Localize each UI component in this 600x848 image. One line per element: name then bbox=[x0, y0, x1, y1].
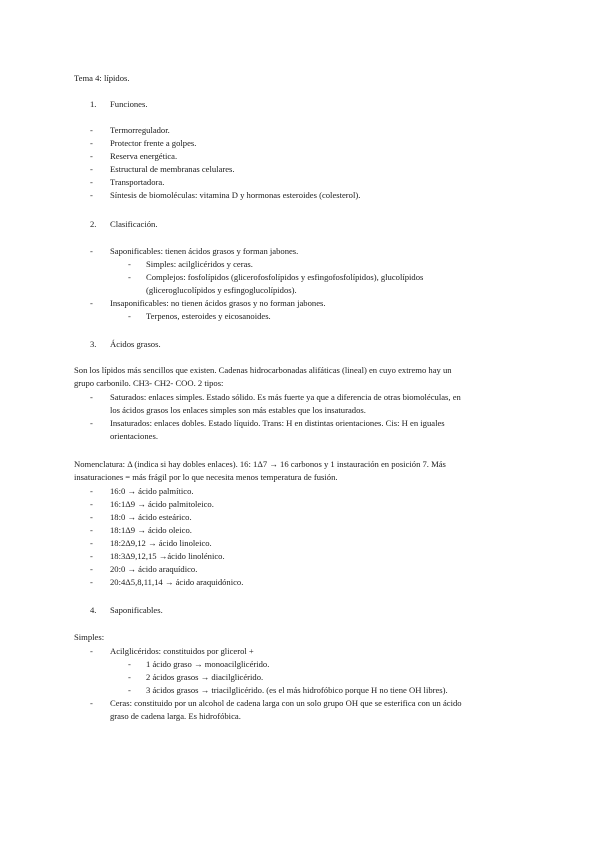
section-1-heading: Funciones. bbox=[110, 99, 148, 109]
bullet-dash: - bbox=[90, 298, 93, 308]
section-2-number: 2. bbox=[90, 219, 97, 229]
sub-list-item: Complejos: fosfolípidos (glicerofosfolípidos y esfingofosfolípidos), glucolípidos bbox=[146, 272, 424, 282]
bullet-dash: - bbox=[90, 698, 93, 708]
section-1-number: 1. bbox=[90, 99, 97, 109]
sub-list-item-continuation: (gliceroglucolípidos y esfingoglucolípidos). bbox=[146, 285, 297, 295]
sub-bullet-dash: - bbox=[128, 659, 131, 669]
list-item: Transportadora. bbox=[110, 177, 165, 187]
bullet-dash: - bbox=[90, 164, 93, 174]
paragraph-line: grupo carbonilo. CH3- CH2- COO. 2 tipos: bbox=[74, 378, 224, 388]
bullet-dash: - bbox=[90, 551, 93, 561]
list-item: Insaponificables: no tienen ácidos grasos y no forman jabones. bbox=[110, 298, 326, 308]
bullet-dash: - bbox=[90, 418, 93, 428]
document-title: Tema 4: lípidos. bbox=[74, 73, 130, 83]
list-item: Síntesis de biomoléculas: vitamina D y hormonas esteroides (colesterol). bbox=[110, 190, 361, 200]
subheading: Simples: bbox=[74, 632, 105, 642]
bullet-dash: - bbox=[90, 177, 93, 187]
bullet-dash: - bbox=[90, 564, 93, 574]
sub-bullet-dash: - bbox=[128, 311, 131, 321]
list-item-continuation: orientaciones. bbox=[110, 431, 158, 441]
list-item: 18:2Δ9,12 → ácido linoleico. bbox=[110, 538, 212, 548]
sub-bullet-dash: - bbox=[128, 685, 131, 695]
bullet-dash: - bbox=[90, 525, 93, 535]
sub-list-item: 1 ácido graso → monoacilglicérido. bbox=[146, 659, 270, 669]
bullet-dash: - bbox=[90, 246, 93, 256]
list-item: Saturados: enlaces simples. Estado sólido. Es más fuerte ya que a diferencia de otras biomoléculas, en bbox=[110, 392, 461, 402]
paragraph-line: insaturaciones = más frágil por lo que necesita menos temperatura de fusión. bbox=[74, 472, 338, 482]
list-item: Estructural de membranas celulares. bbox=[110, 164, 235, 174]
list-item: Ceras: constituido por un alcohol de cadena larga con un solo grupo OH que se esterifica con un ácido bbox=[110, 698, 462, 708]
sub-bullet-dash: - bbox=[128, 259, 131, 269]
list-item: 16:1Δ9 → ácido palmitoleico. bbox=[110, 499, 214, 509]
list-item: 18:1Δ9 → ácido oleico. bbox=[110, 525, 192, 535]
list-item: Acilglicéridos: constituidos por glicerol + bbox=[110, 646, 254, 656]
section-3-heading: Ácidos grasos. bbox=[110, 339, 161, 349]
bullet-dash: - bbox=[90, 392, 93, 402]
bullet-dash: - bbox=[90, 499, 93, 509]
list-item: Termorregulador. bbox=[110, 125, 170, 135]
bullet-dash: - bbox=[90, 151, 93, 161]
list-item: Protector frente a golpes. bbox=[110, 138, 197, 148]
list-item: Reserva energética. bbox=[110, 151, 178, 161]
list-item-continuation: los ácidos grasos los enlaces simples son más estables que los insaturados. bbox=[110, 405, 366, 415]
paragraph-line: Nomenclatura: Δ (indica si hay dobles enlaces). 16: 1Δ7 → 16 carbonos y 1 instauración en posición 7. Más bbox=[74, 459, 446, 469]
sub-list-item: Terpenos, esteroides y eicosanoides. bbox=[146, 311, 271, 321]
sub-bullet-dash: - bbox=[128, 672, 131, 682]
list-item: 20:4Δ5,8,11,14 → ácido araquidónico. bbox=[110, 577, 244, 587]
sub-list-item: 2 ácidos grasos → diacilglicérido. bbox=[146, 672, 264, 682]
sub-list-item: Simples: acilglicéridos y ceras. bbox=[146, 259, 253, 269]
bullet-dash: - bbox=[90, 138, 93, 148]
bullet-dash: - bbox=[90, 577, 93, 587]
section-4-number: 4. bbox=[90, 605, 97, 615]
list-item-continuation: graso de cadena larga. Es hidrofóbica. bbox=[110, 711, 241, 721]
section-2-heading: Clasificación. bbox=[110, 219, 158, 229]
bullet-dash: - bbox=[90, 190, 93, 200]
list-item: Saponificables: tienen ácidos grasos y forman jabones. bbox=[110, 246, 299, 256]
sub-list-item: 3 ácidos grasos → triacilglicérido. (es el más hidrofóbico porque H no tiene OH libres). bbox=[146, 685, 448, 695]
list-item: 20:0 → ácido araquídico. bbox=[110, 564, 198, 574]
bullet-dash: - bbox=[90, 486, 93, 496]
section-3-number: 3. bbox=[90, 339, 97, 349]
bullet-dash: - bbox=[90, 538, 93, 548]
list-item: 16:0 → ácido palmítico. bbox=[110, 486, 194, 496]
bullet-dash: - bbox=[90, 125, 93, 135]
list-item: Insaturados: enlaces dobles. Estado líquido. Trans: H en distintas orientaciones. Cis: H en iguales bbox=[110, 418, 445, 428]
bullet-dash: - bbox=[90, 646, 93, 656]
list-item: 18:0 → ácido esteárico. bbox=[110, 512, 192, 522]
section-4-heading: Saponificables. bbox=[110, 605, 163, 615]
bullet-dash: - bbox=[90, 512, 93, 522]
sub-bullet-dash: - bbox=[128, 272, 131, 282]
list-item: 18:3Δ9,12,15 →ácido linolénico. bbox=[110, 551, 225, 561]
paragraph-line: Son los lípidos más sencillos que existen. Cadenas hidrocarbonadas alifáticas (lineal) en cuyo extremo hay un bbox=[74, 365, 452, 375]
